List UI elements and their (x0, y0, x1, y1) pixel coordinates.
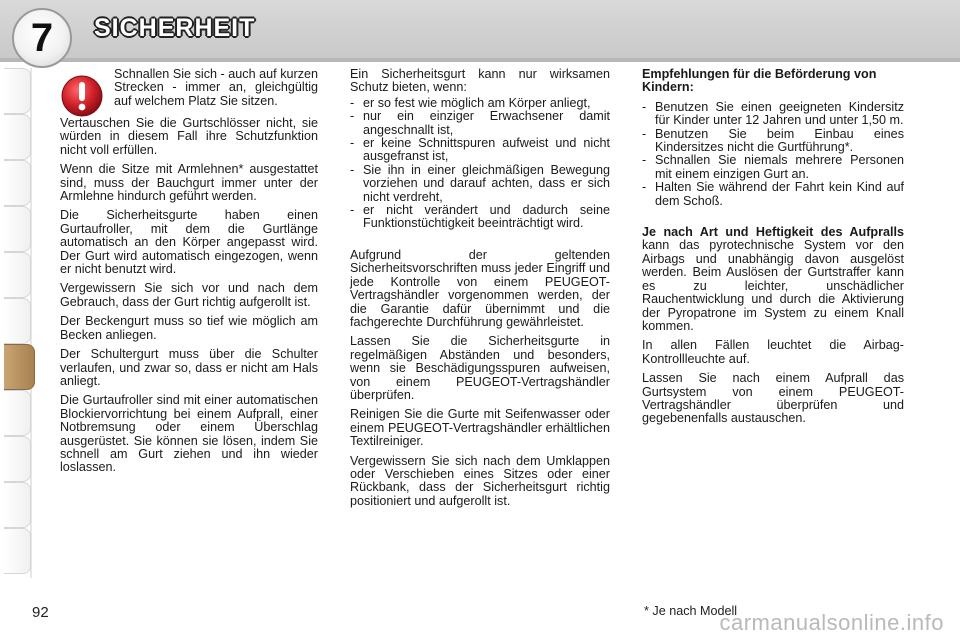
chapter-tab[interactable] (4, 206, 31, 252)
list-item: - er nicht verändert und dadurch seine Funktionstüchtigkeit beeinträchtigt wird. (350, 204, 610, 231)
belt-conditions-list (350, 97, 610, 231)
paragraph: Reinigen Sie die Gurte mit Seifenwasser oder einem PEUGEOT-Vertragshändler erhältlichen Textilreiniger. (350, 407, 610, 449)
paragraph: Lassen Sie nach einem Aufprall das Gurtsystem von einem PEUGEOT-Vertragshändler überprüfen und gegebenenfalls austauschen. (642, 371, 904, 426)
page-number: 92 (32, 604, 49, 621)
paragraph: Der Beckengurt muss so tief wie möglich am Becken anliegen. (60, 314, 318, 342)
list-item: - Schnallen Sie niemals mehrere Personen mit einem einzigen Gurt an. (642, 154, 904, 181)
chapter-number-badge (12, 8, 72, 68)
belt-intro: Ein Sicherheitsgurt kann nur wirksamen Schutz bieten, wenn: (350, 67, 610, 95)
chapter-tab[interactable] (4, 298, 31, 344)
list-item: - Benutzen Sie einen geeigneten Kindersitz für Kinder unter 12 Jahren und unter 1,50 m. (642, 101, 904, 128)
airbag-text: kann das pyrotechnische System vor den Airbags und unabhängig davon ausgelöst werden. Beim Auslösen der Gurtstraffer kann es zu leichter, unschädlicher Rauchentwicklung und durch die Aktivierung der Pyropatrone im System zu einem Knall kommen. (642, 238, 904, 333)
paragraph: Vergewissern Sie sich nach dem Umklappen oder Verschieben eines Sitzes oder einer Rückbank, dass der Sicherheitsgurt richtig positioniert und aufgerollt ist. (350, 453, 610, 508)
paragraph: Aufgrund der geltenden Sicherheitsvorschriften muss jeder Eingriff und jede Kontrolle von einem PEUGEOT-Vertragshändler vorgenommen werden, der die Garantie dafür übernimmt und die fachgerechte Durchführung gewährleistet. (350, 247, 610, 329)
paragraph: Lassen Sie die Sicherheitsgurte in regelmäßigen Abständen und besonders, wenn sie Beschädigungsspuren aufweisen, von einem PEUGEOT-Vertragshändler überprüfen. (350, 334, 610, 402)
page-title: SICHERHEIT (94, 14, 256, 42)
list-item: - er keine Schnittspuren aufweist und nicht ausgefranst ist, (350, 137, 610, 164)
footnote: * Je nach Modell (644, 604, 738, 618)
paragraph: Vergewissern Sie sich vor und nach dem Gebrauch, dass der Gurt richtig aufgerollt ist. (60, 281, 318, 309)
watermark: carmanualsonline.info (719, 610, 944, 635)
chapter-tab[interactable] (4, 436, 31, 482)
column-middle (350, 68, 610, 514)
chapter-tab[interactable] (4, 482, 31, 528)
list-item: - Sie ihn in einer gleichmäßigen Bewegung vorziehen und darauf achten, dass er sich nicht verdreht, (350, 164, 610, 204)
chapter-tab[interactable] (4, 114, 31, 160)
warning-icon (60, 74, 104, 118)
paragraph: Vertauschen Sie die Gurtschlösser nicht, sie würden in diesem Fall ihre Schutzfunktion nicht voll erfüllen. (60, 116, 318, 157)
chapter-number: 7 (30, 15, 54, 60)
column-left (60, 68, 318, 481)
chapter-tab-active[interactable] (4, 344, 35, 390)
chapter-tab[interactable] (4, 252, 31, 298)
warning-text: Schnallen Sie sich - auch auf kurzen Strecken - immer an, gleichgültig auf welchem Platz Sie sitzen. (114, 67, 318, 108)
chapter-tabs (0, 68, 40, 588)
airbag-bold-lead: Je nach Art und Heftigkeit des Aufpralls (642, 225, 904, 240)
children-recommendations-list (642, 101, 904, 208)
paragraph: In allen Fällen leuchtet die Airbag-Kontrollleuchte auf. (642, 338, 904, 366)
paragraph: Der Schultergurt muss über die Schulter verlaufen, und zwar so, dass er nicht am Hals anliegt. (60, 347, 318, 388)
chapter-tab[interactable] (4, 528, 31, 574)
paragraph: Wenn die Sitze mit Armlehnen* ausgestattet sind, muss der Bauchgurt immer unter der Armlehne hindurch geführt werden. (60, 162, 318, 204)
column-right (642, 68, 904, 432)
chapter-tab[interactable] (4, 68, 31, 114)
list-item: - Halten Sie während der Fahrt kein Kind auf dem Schoß. (642, 181, 904, 208)
paragraph: Die Sicherheitsgurte haben einen Gurtaufroller, mit dem die Gurtlänge automatisch an den Körper angepasst wird. Der Gurt wird automatisch eingezogen, wenn er nicht benutzt wird. (60, 208, 318, 277)
chapter-tab[interactable] (4, 390, 31, 436)
airbag-paragraph (642, 226, 904, 333)
warning-block (60, 68, 318, 112)
list-item: - nur ein einziger Erwachsener damit angeschnallt ist, (350, 110, 610, 137)
paragraph: Die Gurtaufroller sind mit einer automatischen Blockiervorrichtung bei einem Aufprall, einer Notbremsung oder einem Überschlag ausgerüstet. Sie können sie lösen, indem Sie schnell am Gurt ziehen und ihn wieder loslassen. (60, 393, 318, 475)
list-item: - Benutzen Sie beim Einbau eines Kindersitzes nicht die Gurtführung*. (642, 128, 904, 155)
list-item: - er so fest wie möglich am Körper anliegt, (350, 97, 610, 110)
children-heading: Empfehlungen für die Beförderung von Kindern: (642, 67, 877, 95)
header-divider (0, 58, 960, 62)
chapter-tab[interactable] (4, 160, 31, 206)
